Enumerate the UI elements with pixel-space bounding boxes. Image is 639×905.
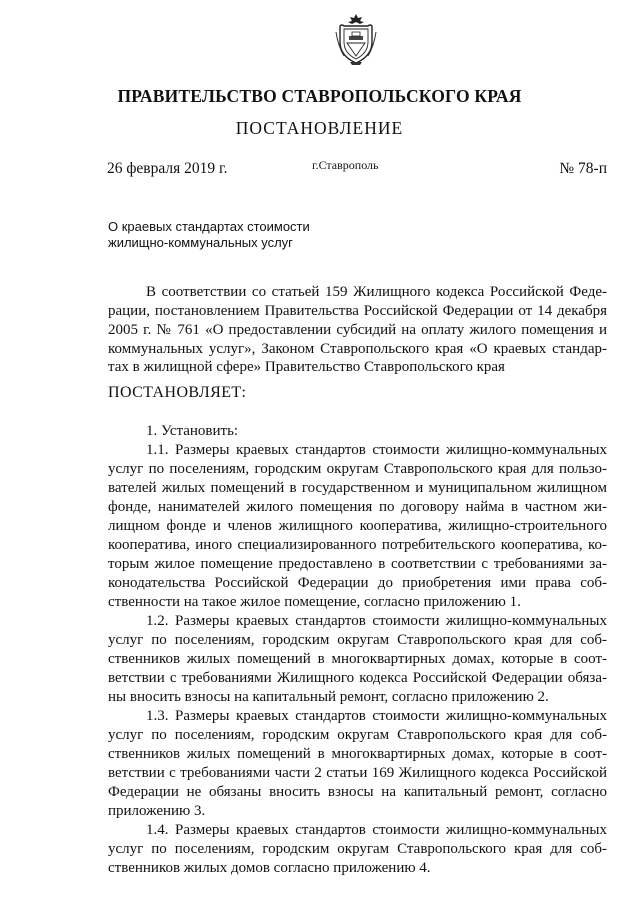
item-1-4-line: услуг по поселениям, городским округам Ставропольского края для соб-	[108, 841, 607, 857]
item-1-heading: 1. Установить:	[146, 423, 239, 439]
item-1-3-line: 1.3. Размеры краевых стандартов стоимости жилищно-коммунальных	[146, 708, 607, 724]
document-type: ПОСТАНОВЛЕНИЕ	[235, 118, 404, 138]
item-1-2-line: 1.2. Размеры краевых стандартов стоимости жилищно-коммунальных	[146, 613, 607, 629]
item-1-4-line: ственников жилых домов согласно приложению 4.	[108, 860, 431, 876]
subject-line: жилищно-коммунальных услуг	[108, 235, 293, 250]
preamble-line: В соответствии со статьей 159 Жилищного кодекса Российской Феде-	[146, 284, 607, 300]
item-1-1-line: услуг по поселениям, городским округам Ставропольского края для пользо-	[108, 461, 607, 477]
resolves-heading: ПОСТАНОВЛЯЕТ:	[108, 384, 247, 401]
item-1-1-line: кооператива, иного специализированного потребительского кооператива, ко-	[108, 537, 607, 553]
preamble-line: коммунальных услуг», Законом Ставропольского края «О краевых стандар-	[108, 341, 607, 357]
item-1-1-line: торым жилое помещение предоставлено в соответствии с требованиями за-	[108, 556, 607, 572]
item-1-3-line: услуг по поселениям, городским округам Ставропольского края для соб-	[108, 727, 607, 743]
item-1-1-line: конодательства Российской Федерации до приобретения ими права соб-	[108, 575, 607, 591]
item-1-1-line: лищном фонде и членов жилищного кооператива, жилищно-строительного	[108, 518, 607, 534]
subject-line: О краевых стандартах стоимости	[108, 219, 310, 234]
document-subject	[108, 219, 408, 251]
preamble-line: рации, постановлением Правительства Российской Федерации от 14 декабря	[108, 303, 607, 319]
document-date: 26 февраля 2019 г.	[107, 160, 228, 177]
coat-of-arms-emblem	[334, 12, 378, 66]
preamble-line: 2005 г. № 761 «О предоставлении субсидий на оплату жилого помещения и	[108, 322, 607, 338]
item-1-2-line: услуг по поселениям, городским округам Ставропольского края для соб-	[108, 632, 607, 648]
document-city: г.Ставрополь	[312, 158, 379, 172]
item-1-3-line: ственников жилых помещений в многоквартирных домах, которые в соот-	[108, 746, 607, 762]
item-1-3-line: ветствии с требованиями части 2 статьи 169 Жилищного кодекса Российской	[108, 765, 607, 781]
item-1-2-line: ны вносить взносы на капитальный ремонт, согласно приложению 2.	[108, 689, 549, 705]
item-1-4-line: 1.4. Размеры краевых стандартов стоимости жилищно-коммунальных	[146, 822, 607, 838]
item-1-1-line: фонде, нанимателей жилого помещения по договору найма в частном жи-	[108, 499, 607, 515]
item-1-3-line: Федерации не обязаны вносить взносы на капитальный ремонт, согласно	[108, 784, 607, 800]
government-title: ПРАВИТЕЛЬСТВО СТАВРОПОЛЬСКОГО КРАЯ	[117, 86, 522, 106]
document-number: № 78-п	[559, 160, 607, 177]
item-1-2-line: ственников жилых помещений в многоквартирных домах, которые в соот-	[108, 651, 607, 667]
item-1-1-line: ственности на такое жилое помещение, согласно приложению 1.	[108, 594, 521, 610]
item-1-1-line: вателей жилых помещений в государственном и муниципальном жилищном	[108, 480, 607, 496]
item-1-2-line: ветствии с требованиями Жилищного кодекса Российской Федерации обяза-	[108, 670, 607, 686]
item-1-3-line: приложению 3.	[108, 803, 206, 819]
preamble-line: тах в жилищной сфере» Правительство Ставропольского края	[108, 359, 505, 375]
item-1-1-line: 1.1. Размеры краевых стандартов стоимости жилищно-коммунальных	[146, 442, 607, 458]
